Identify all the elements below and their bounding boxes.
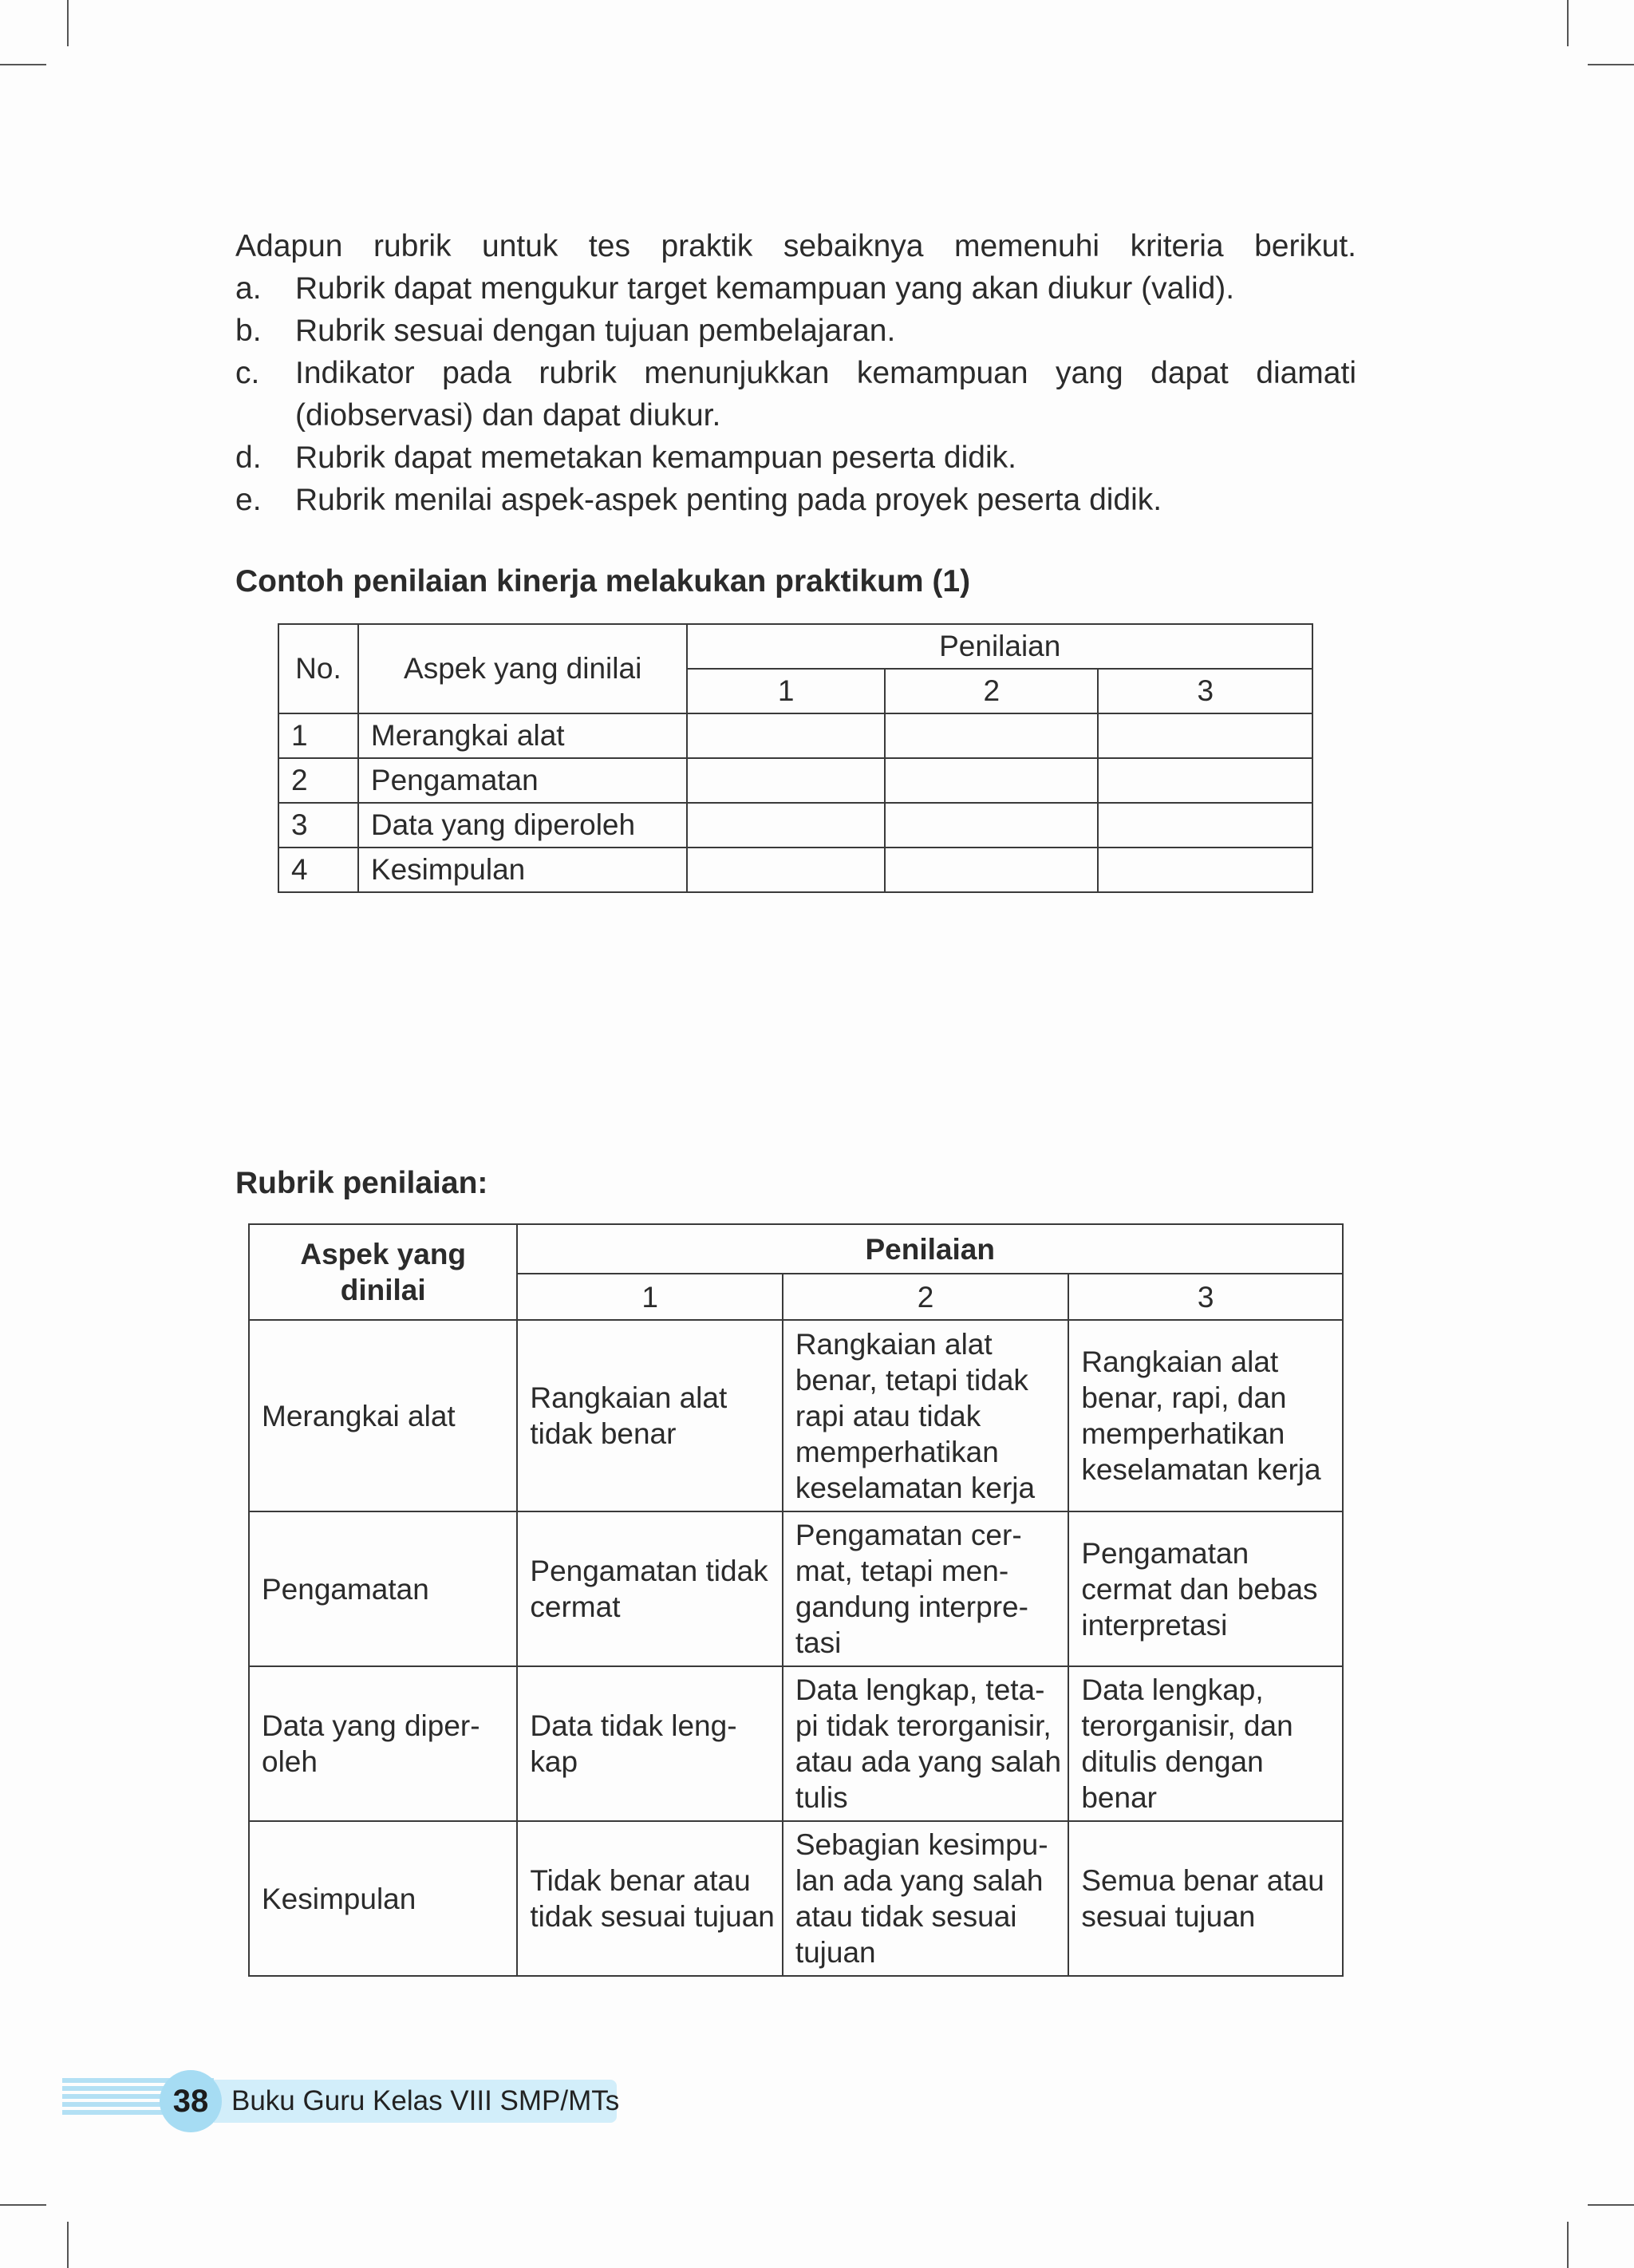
row-aspect: Pengamatan <box>249 1511 517 1666</box>
example-assessment-table <box>278 623 1313 893</box>
header-no: No. <box>278 624 358 713</box>
header-level: 3 <box>1098 669 1312 713</box>
level-2-description: Pengamatan cer-mat, tetapi men-gandung interpre-tasi <box>783 1511 1069 1666</box>
row-number: 2 <box>278 758 358 803</box>
list-item-text: Indikator pada rubrik menunjukkan kemampuan yang dapat diamati (diobservasi) dan dapat diukur. <box>295 356 1356 433</box>
row-number: 3 <box>278 803 358 848</box>
list-item-text: Rubrik dapat mengukur target kemampuan yang akan diukur (valid). <box>295 271 1235 306</box>
table-row <box>249 1511 1343 1666</box>
crop-mark <box>0 64 46 65</box>
table-row <box>278 713 1312 758</box>
header-score: Penilaian <box>687 624 1312 669</box>
row-aspect: Data yang diper-oleh <box>249 1666 517 1821</box>
row-aspect: Merangkai alat <box>249 1320 517 1511</box>
score-cell[interactable] <box>687 803 885 848</box>
score-cell[interactable] <box>1098 848 1312 892</box>
level-1-description: Pengamatan tidak cermat <box>517 1511 782 1666</box>
page-content <box>235 225 1356 1969</box>
table-row <box>249 1821 1343 1976</box>
level-1-description: Rangkaian alat tidak benar <box>517 1320 782 1511</box>
crop-mark <box>1588 64 1634 65</box>
crop-mark <box>67 0 69 46</box>
book-title: Buku Guru Kelas VIII SMP/MTs <box>231 2085 620 2116</box>
list-marker: d. <box>235 441 262 475</box>
level-3-description: Rangkaian alat benar, rapi, dan memperhatikan keselamatan kerja <box>1068 1320 1343 1511</box>
row-number: 4 <box>278 848 358 892</box>
row-aspect: Merangkai alat <box>358 713 688 758</box>
score-cell[interactable] <box>1098 803 1312 848</box>
crop-mark <box>1567 2222 1569 2268</box>
level-3-description: Data lengkap, terorganisir, dan ditulis dengan benar <box>1068 1666 1343 1821</box>
row-aspect: Kesimpulan <box>249 1821 517 1976</box>
example-heading: Contoh penilaian kinerja melakukan praktikum (1) <box>235 564 971 599</box>
table-row <box>249 1320 1343 1511</box>
crop-mark <box>1588 2204 1634 2206</box>
score-cell[interactable] <box>1098 713 1312 758</box>
level-2-description: Rangkaian alat benar, tetapi tidak rapi atau tidak memperhatikan keselamatan kerja <box>783 1320 1069 1511</box>
header-level: 2 <box>783 1274 1069 1320</box>
level-3-description: Semua benar atau sesuai tujuan <box>1068 1821 1343 1976</box>
header-aspect: Aspek yang dinilai <box>358 624 688 713</box>
header-level: 1 <box>687 669 885 713</box>
level-2-description: Data lengkap, teta-pi tidak terorganisir, atau ada yang salah tulis <box>783 1666 1069 1821</box>
criteria-list <box>235 267 1356 521</box>
header-aspect: Aspek yang dinilai <box>249 1224 517 1320</box>
rubric-table <box>248 1223 1344 1977</box>
page-footer <box>62 2070 621 2118</box>
list-item-text: Rubrik dapat memetakan kemampuan peserta didik. <box>295 441 1016 475</box>
table-header-row <box>278 624 1312 669</box>
table-row <box>278 803 1312 848</box>
list-item <box>235 310 1356 352</box>
list-item <box>235 479 1356 521</box>
score-cell[interactable] <box>687 848 885 892</box>
list-marker: a. <box>235 271 262 306</box>
level-1-description: Data tidak leng-kap <box>517 1666 782 1821</box>
header-level: 1 <box>517 1274 782 1320</box>
header-level: 3 <box>1068 1274 1343 1320</box>
crop-mark <box>67 2222 69 2268</box>
list-item-text: Rubrik sesuai dengan tujuan pembelajaran. <box>295 314 896 348</box>
score-cell[interactable] <box>687 758 885 803</box>
rubric-heading: Rubrik penilaian: <box>235 1166 488 1200</box>
level-1-description: Tidak benar atau tidak sesuai tujuan <box>517 1821 782 1976</box>
score-cell[interactable] <box>885 758 1098 803</box>
list-marker: c. <box>235 356 260 390</box>
score-cell[interactable] <box>885 713 1098 758</box>
list-marker: e. <box>235 483 262 517</box>
header-level: 2 <box>885 669 1098 713</box>
row-number: 1 <box>278 713 358 758</box>
header-score: Penilaian <box>517 1224 1343 1274</box>
level-3-description: Pengamatan cermat dan bebas interpretasi <box>1068 1511 1343 1666</box>
table-row <box>278 758 1312 803</box>
list-marker: b. <box>235 314 262 348</box>
intro-paragraph: Adapun rubrik untuk tes praktik sebaiknya memenuhi kriteria berikut. <box>235 229 1356 263</box>
list-item <box>235 437 1356 479</box>
list-item-text: Rubrik menilai aspek-aspek penting pada proyek peserta didik. <box>295 483 1162 517</box>
list-item <box>235 267 1356 310</box>
list-item <box>235 352 1356 437</box>
score-cell[interactable] <box>1098 758 1312 803</box>
score-cell[interactable] <box>885 803 1098 848</box>
table-row <box>278 848 1312 892</box>
table-row <box>249 1666 1343 1821</box>
row-aspect: Data yang diperoleh <box>358 803 688 848</box>
row-aspect: Pengamatan <box>358 758 688 803</box>
level-2-description: Sebagian kesimpu-lan ada yang salah atau tidak sesuai tujuan <box>783 1821 1069 1976</box>
score-cell[interactable] <box>687 713 885 758</box>
table-header-row <box>249 1224 1343 1274</box>
row-aspect: Kesimpulan <box>358 848 688 892</box>
crop-mark <box>1567 0 1569 46</box>
page-number: 38 <box>172 2084 209 2119</box>
score-cell[interactable] <box>885 848 1098 892</box>
crop-mark <box>0 2204 46 2206</box>
